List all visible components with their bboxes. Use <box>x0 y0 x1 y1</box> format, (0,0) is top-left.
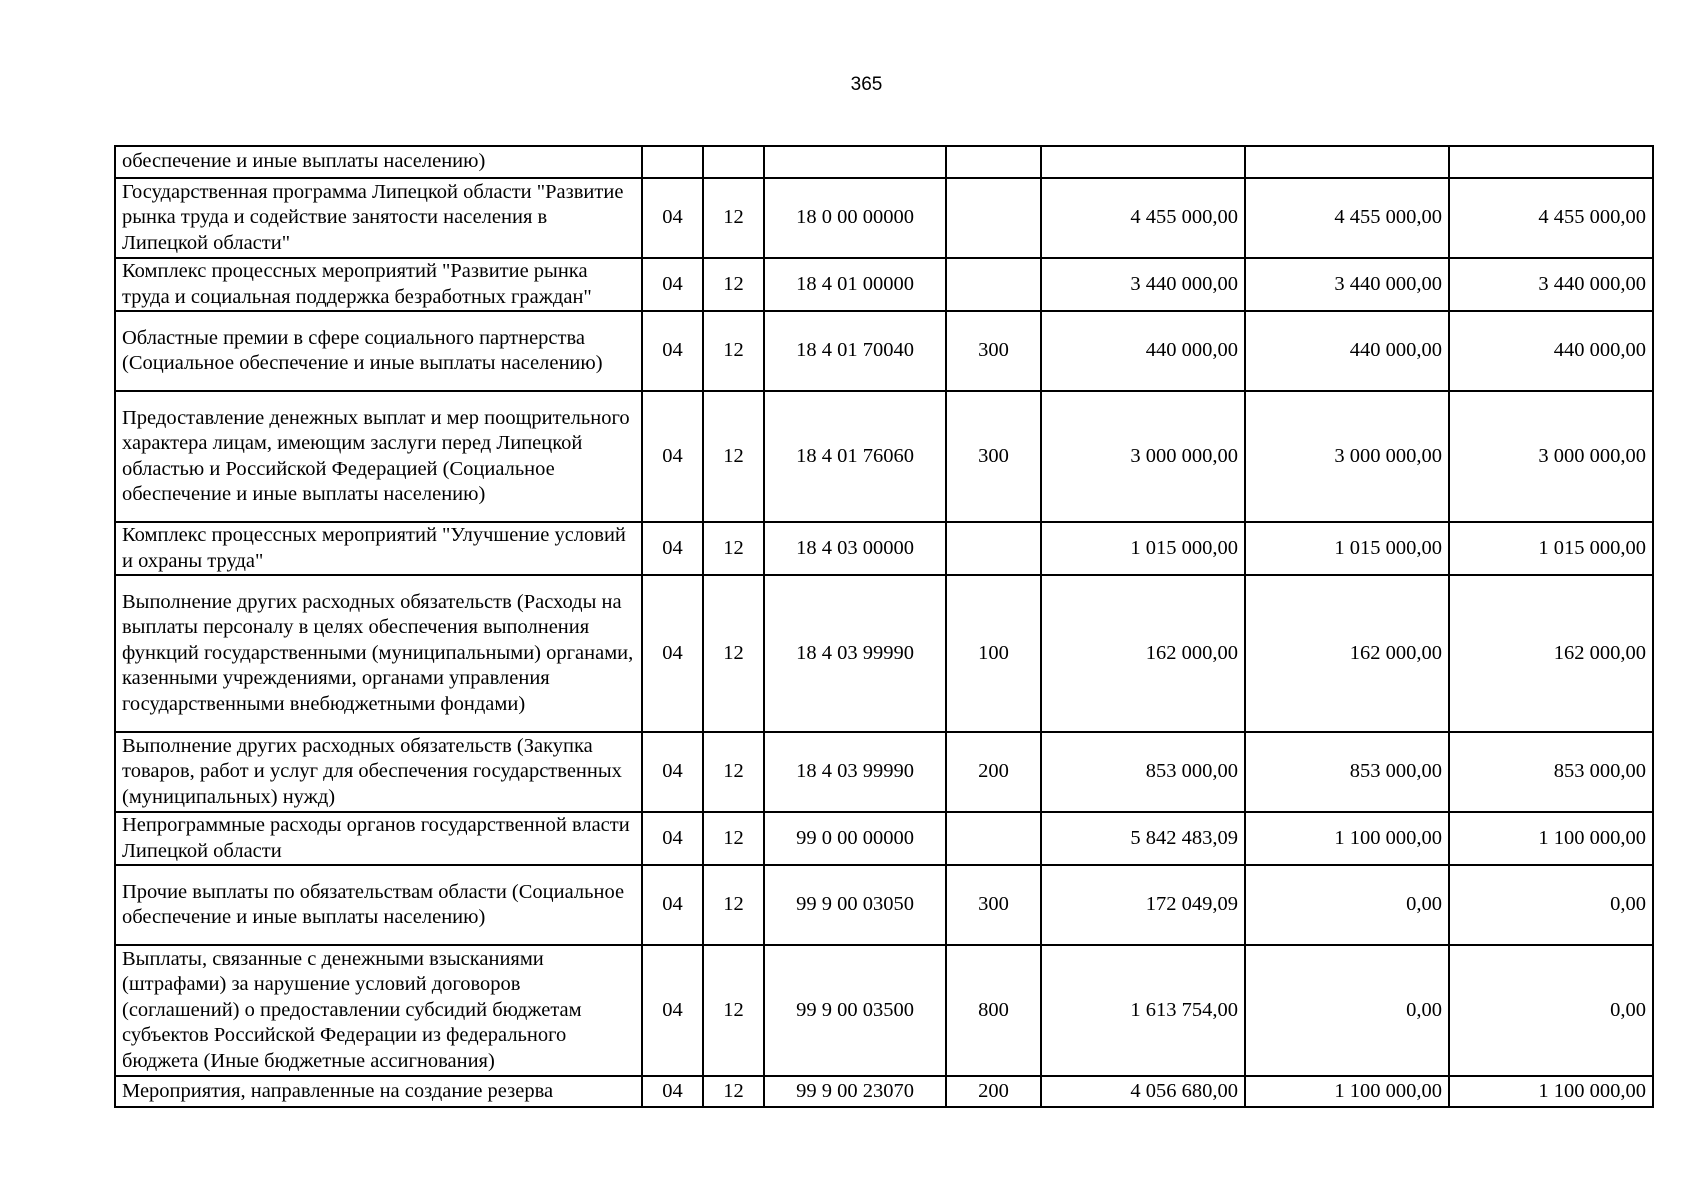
table-row <box>115 311 1653 391</box>
amount-year-1: 440 000,00 <box>1041 311 1245 391</box>
amount-year-2: 3 440 000,00 <box>1245 258 1449 311</box>
row-name: Государственная программа Липецкой области "Развитие рынка труда и содействие занятости населения в Липецкой области" <box>115 178 642 258</box>
amount-year-3: 3 000 000,00 <box>1449 391 1653 522</box>
subsection-code: 12 <box>703 258 764 311</box>
subsection-code: 12 <box>703 391 764 522</box>
expense-type-code: 200 <box>946 1076 1041 1107</box>
table-row <box>115 812 1653 865</box>
amount-year-1: 3 440 000,00 <box>1041 258 1245 311</box>
amount-year-3: 0,00 <box>1449 945 1653 1076</box>
expense-type-code: 800 <box>946 945 1041 1076</box>
section-code <box>642 146 703 178</box>
amount-year-1: 1 613 754,00 <box>1041 945 1245 1076</box>
amount-year-1 <box>1041 146 1245 178</box>
amount-year-3: 1 015 000,00 <box>1449 522 1653 575</box>
row-name: Комплекс процессных мероприятий "Развитие рынка труда и социальная поддержка безработных граждан" <box>115 258 642 311</box>
amount-year-2: 440 000,00 <box>1245 311 1449 391</box>
target-article-code: 18 0 00 00000 <box>764 178 946 258</box>
target-article-code: 18 4 03 00000 <box>764 522 946 575</box>
subsection-code: 12 <box>703 178 764 258</box>
table-row <box>115 258 1653 311</box>
amount-year-1: 162 000,00 <box>1041 575 1245 732</box>
amount-year-3: 853 000,00 <box>1449 732 1653 812</box>
amount-year-3: 3 440 000,00 <box>1449 258 1653 311</box>
expense-type-code: 300 <box>946 865 1041 945</box>
amount-year-2: 0,00 <box>1245 945 1449 1076</box>
subsection-code: 12 <box>703 311 764 391</box>
amount-year-2: 3 000 000,00 <box>1245 391 1449 522</box>
section-code: 04 <box>642 732 703 812</box>
target-article-code: 18 4 01 76060 <box>764 391 946 522</box>
row-name: Выплаты, связанные с денежными взысканиями (штрафами) за нарушение условий договоров (соглашений) о предоставлении субсидий бюджетам субъектов Российской Федерации из федерального бюджета (Иные бюджетные ассигнования) <box>115 945 642 1076</box>
table-row <box>115 522 1653 575</box>
amount-year-1: 4 455 000,00 <box>1041 178 1245 258</box>
subsection-code: 12 <box>703 865 764 945</box>
target-article-code: 18 4 01 70040 <box>764 311 946 391</box>
subsection-code: 12 <box>703 945 764 1076</box>
amount-year-1: 4 056 680,00 <box>1041 1076 1245 1107</box>
target-article-code: 18 4 03 99990 <box>764 732 946 812</box>
target-article-code: 18 4 01 00000 <box>764 258 946 311</box>
amount-year-1: 1 015 000,00 <box>1041 522 1245 575</box>
amount-year-3 <box>1449 146 1653 178</box>
page-number: 365 <box>850 74 883 95</box>
amount-year-2 <box>1245 146 1449 178</box>
budget-table <box>114 145 1654 1108</box>
amount-year-3: 440 000,00 <box>1449 311 1653 391</box>
amount-year-2: 853 000,00 <box>1245 732 1449 812</box>
subsection-code: 12 <box>703 812 764 865</box>
amount-year-2: 4 455 000,00 <box>1245 178 1449 258</box>
table-row <box>115 178 1653 258</box>
subsection-code: 12 <box>703 1076 764 1107</box>
table-row <box>115 575 1653 732</box>
table-row <box>115 146 1653 178</box>
subsection-code: 12 <box>703 522 764 575</box>
section-code: 04 <box>642 865 703 945</box>
expense-type-code <box>946 178 1041 258</box>
row-name: обеспечение и иные выплаты населению) <box>115 146 642 178</box>
section-code: 04 <box>642 258 703 311</box>
target-article-code: 99 9 00 03050 <box>764 865 946 945</box>
amount-year-1: 3 000 000,00 <box>1041 391 1245 522</box>
expense-type-code: 100 <box>946 575 1041 732</box>
section-code: 04 <box>642 1076 703 1107</box>
amount-year-2: 1 100 000,00 <box>1245 1076 1449 1107</box>
expense-type-code <box>946 258 1041 311</box>
expense-type-code: 200 <box>946 732 1041 812</box>
target-article-code: 99 9 00 03500 <box>764 945 946 1076</box>
amount-year-2: 1 100 000,00 <box>1245 812 1449 865</box>
expense-type-code <box>946 522 1041 575</box>
row-name: Непрограммные расходы органов государственной власти Липецкой области <box>115 812 642 865</box>
amount-year-2: 1 015 000,00 <box>1245 522 1449 575</box>
target-article-code: 18 4 03 99990 <box>764 575 946 732</box>
amount-year-3: 1 100 000,00 <box>1449 1076 1653 1107</box>
row-name: Предоставление денежных выплат и мер поощрительного характера лицам, имеющим заслуги перед Липецкой областью и Российской Федерацией (Социальное обеспечение и иные выплаты населению) <box>115 391 642 522</box>
table-row <box>115 1076 1653 1107</box>
amount-year-2: 0,00 <box>1245 865 1449 945</box>
row-name: Выполнение других расходных обязательств (Закупка товаров, работ и услуг для обеспечения государственных (муниципальных) нужд) <box>115 732 642 812</box>
amount-year-3: 1 100 000,00 <box>1449 812 1653 865</box>
row-name: Выполнение других расходных обязательств (Расходы на выплаты персоналу в целях обеспечения выполнения функций государственными (муниципальными) органами, казенными учреждениями, органами управления государственными внебюджетными фондами) <box>115 575 642 732</box>
expense-type-code: 300 <box>946 391 1041 522</box>
section-code: 04 <box>642 311 703 391</box>
table-row <box>115 391 1653 522</box>
amount-year-3: 4 455 000,00 <box>1449 178 1653 258</box>
expense-type-code <box>946 146 1041 178</box>
table-row <box>115 732 1653 812</box>
section-code: 04 <box>642 178 703 258</box>
section-code: 04 <box>642 522 703 575</box>
amount-year-3: 162 000,00 <box>1449 575 1653 732</box>
section-code: 04 <box>642 945 703 1076</box>
table-row <box>115 945 1653 1076</box>
amount-year-3: 0,00 <box>1449 865 1653 945</box>
target-article-code: 99 0 00 00000 <box>764 812 946 865</box>
section-code: 04 <box>642 575 703 732</box>
amount-year-2: 162 000,00 <box>1245 575 1449 732</box>
row-name: Прочие выплаты по обязательствам области (Социальное обеспечение и иные выплаты населению) <box>115 865 642 945</box>
amount-year-1: 853 000,00 <box>1041 732 1245 812</box>
expense-type-code <box>946 812 1041 865</box>
row-name: Комплекс процессных мероприятий "Улучшение условий и охраны труда" <box>115 522 642 575</box>
row-name: Мероприятия, направленные на создание резерва <box>115 1076 642 1107</box>
table-row <box>115 865 1653 945</box>
target-article-code <box>764 146 946 178</box>
amount-year-1: 172 049,09 <box>1041 865 1245 945</box>
expense-type-code: 300 <box>946 311 1041 391</box>
section-code: 04 <box>642 812 703 865</box>
target-article-code: 99 9 00 23070 <box>764 1076 946 1107</box>
amount-year-1: 5 842 483,09 <box>1041 812 1245 865</box>
section-code: 04 <box>642 391 703 522</box>
subsection-code <box>703 146 764 178</box>
row-name: Областные премии в сфере социального партнерства (Социальное обеспечение и иные выплаты населению) <box>115 311 642 391</box>
subsection-code: 12 <box>703 732 764 812</box>
subsection-code: 12 <box>703 575 764 732</box>
